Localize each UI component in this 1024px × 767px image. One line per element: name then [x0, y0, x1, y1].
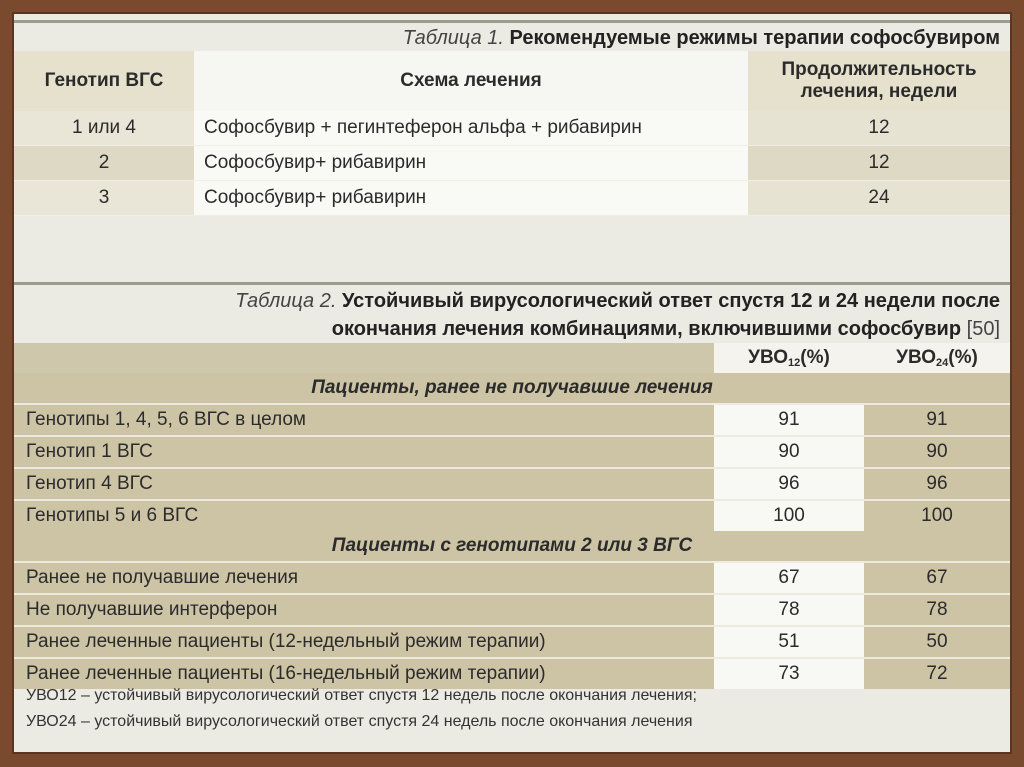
cell-duration: 24 [748, 181, 1010, 216]
cell-svr24: 91 [864, 404, 1010, 436]
cell-svr24: 67 [864, 562, 1010, 594]
cell-svr24: 78 [864, 594, 1010, 626]
header-svr24-unit: (%) [948, 347, 978, 368]
cell-group: Ранее леченные пациенты (12-недельный режим терапии) [14, 626, 714, 658]
header-svr12 [714, 343, 864, 373]
cell-group: Генотип 1 ВГС [14, 436, 714, 468]
cell-scheme: Софосбувир+ рибавирин [194, 146, 748, 181]
table-2-caption-label: Таблица 2. [235, 290, 337, 312]
cell-svr24: 72 [864, 658, 1010, 689]
cell-svr24: 100 [864, 500, 1010, 531]
cell-group: Генотип 4 ВГС [14, 468, 714, 500]
cell-svr12: 96 [714, 468, 864, 500]
table-row [14, 404, 1010, 436]
cell-group: Генотипы 1, 4, 5, 6 ВГС в целом [14, 404, 714, 436]
table-2 [14, 282, 1010, 689]
cell-svr12: 90 [714, 436, 864, 468]
section-title: Пациенты, ранее не получавшие лечения [14, 373, 1010, 404]
header-svr24-base: УВО [896, 347, 937, 368]
table-2-caption-title-line1: Устойчивый вирусологический ответ спустя 12 и 24 недели после [341, 290, 1000, 312]
cell-svr24: 50 [864, 626, 1010, 658]
header-duration: Продолжительность лечения, недели [748, 51, 1010, 111]
table-1-header-row [14, 51, 1010, 111]
table-2-grid [14, 343, 1010, 689]
cell-group: Не получавшие интерферон [14, 594, 714, 626]
table-row [14, 146, 1010, 181]
header-genotype: Генотип ВГС [14, 51, 194, 111]
table-row [14, 111, 1010, 146]
table-1-caption-title: Рекомендуемые режимы терапии софосбувиром [509, 27, 1000, 49]
table-2-caption-ref: [50] [966, 318, 1000, 340]
cell-duration: 12 [748, 146, 1010, 181]
section-title: Пациенты с генотипами 2 или 3 ВГС [14, 531, 1010, 562]
cell-svr12: 100 [714, 500, 864, 531]
section-header [14, 531, 1010, 562]
table-1-grid [14, 51, 1010, 216]
table-1-caption [14, 20, 1010, 51]
header-scheme: Схема лечения [194, 51, 748, 111]
cell-group: Генотипы 5 и 6 ВГС [14, 500, 714, 531]
table-row [14, 181, 1010, 216]
cell-genotype: 2 [14, 146, 194, 181]
header-svr24 [864, 343, 1010, 373]
header-blank [14, 343, 714, 373]
cell-svr24: 90 [864, 436, 1010, 468]
table-row [14, 594, 1010, 626]
table-2-header-row [14, 343, 1010, 373]
footnote: УВО12 – устойчивый вирусологический ответ спустя 12 недель после окончания лечения; [26, 687, 697, 704]
cell-svr24: 96 [864, 468, 1010, 500]
section-header [14, 373, 1010, 404]
cell-svr12: 73 [714, 658, 864, 689]
cell-scheme: Софосбувир+ рибавирин [194, 181, 748, 216]
cell-svr12: 78 [714, 594, 864, 626]
cell-genotype: 3 [14, 181, 194, 216]
cell-group: Ранее не получавшие лечения [14, 562, 714, 594]
table-2-caption-title-line2: окончания лечения комбинациями, включившими софосбувир [331, 318, 962, 340]
cell-scheme: Софосбувир + пегинтеферон альфа + рибавирин [194, 111, 748, 146]
table-row [14, 468, 1010, 500]
table-2-caption [14, 282, 1010, 343]
table-row [14, 500, 1010, 531]
cell-svr12: 51 [714, 626, 864, 658]
table-row [14, 626, 1010, 658]
cell-group: Ранее леченные пациенты (16-недельный режим терапии) [14, 658, 714, 689]
table-1-caption-label: Таблица 1. [402, 27, 504, 49]
footnotes [26, 683, 697, 735]
footnote: УВО24 – устойчивый вирусологический ответ спустя 24 недель после окончания лечения [26, 713, 693, 730]
cell-svr12: 91 [714, 404, 864, 436]
header-svr12-base: УВО [748, 347, 789, 368]
header-svr12-sub: 12 [788, 357, 801, 369]
header-svr12-unit: (%) [800, 347, 830, 368]
cell-duration: 12 [748, 111, 1010, 146]
cell-genotype: 1 или 4 [14, 111, 194, 146]
table-1 [14, 20, 1010, 216]
header-svr24-sub: 24 [936, 357, 949, 369]
table-row [14, 562, 1010, 594]
table-row [14, 436, 1010, 468]
cell-svr12: 67 [714, 562, 864, 594]
